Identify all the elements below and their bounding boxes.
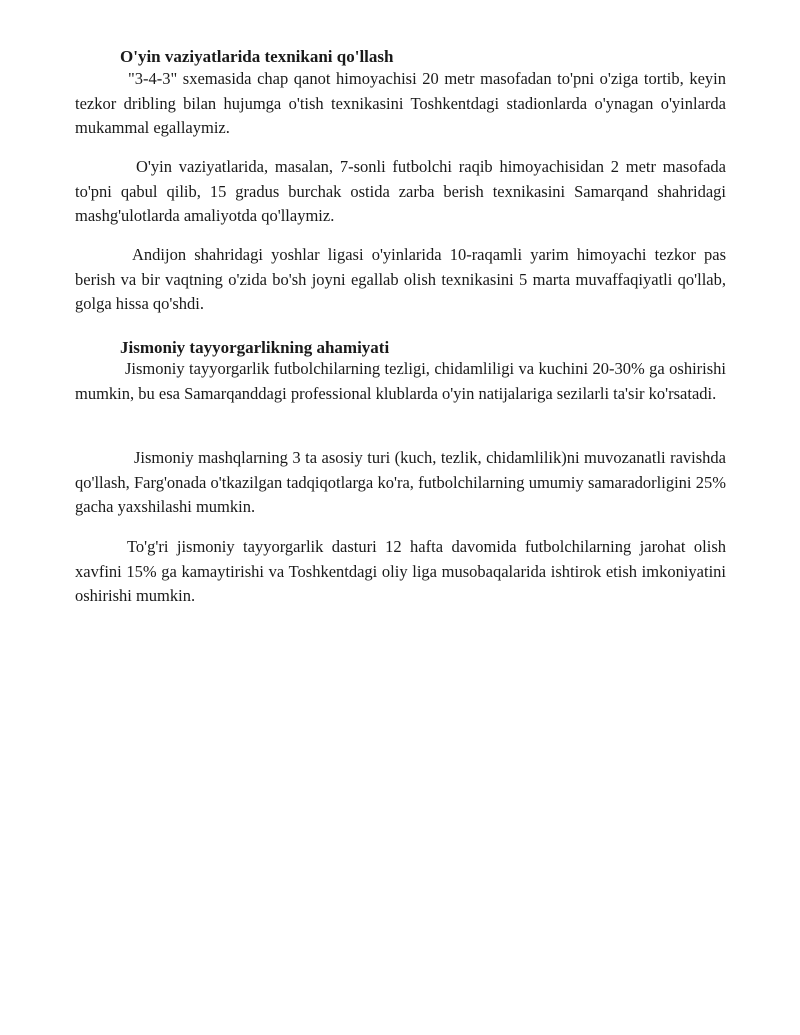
paragraph: Jismoniy mashqlarning 3 ta asosiy turi (kuch, tezlik, chidamlilik)ni muvozanatli ravishda qo'llash, Farg'onada o'tkazilgan tadqiqotlarga ko'ra, futbolchilarning umumiy samaradorligini 25% gacha yaxshilashi mumkin. — [75, 448, 726, 516]
paragraph: Jismoniy tayyorgarlik futbolchilarning tezligi, chidamliligi va kuchini 20-30% ga oshirishi mumkin, bu esa Samarqanddagi professional klublarda o'yin natijalariga sezilarli ta'sir ko'rsatadi. — [75, 359, 726, 403]
paragraph: Andijon shahridagi yoshlar ligasi o'yinlarida 10-raqamli yarim himoyachi tezkor pas berish va bir vaqtning o'zida bo'sh joyni egallab olish texnikasini 5 marta muvaffaqiyatli qo'llab, golga hissa qo'shdi. — [75, 245, 726, 313]
section-heading-technique: O'yin vaziyatlarida texnikani qo'llash — [120, 47, 394, 66]
paragraph: O'yin vaziyatlarida, masalan, 7-sonli futbolchi raqib himoyachisidan 2 metr masofada to'pni qabul qilib, 15 gradus burchak ostida zarba berish texnikasini Samarqand shahridagi mashg'ulotlarda amaliyotda qo'llaymiz. — [75, 157, 726, 225]
section-heading-physical-training: Jismoniy tayyorgarlikning ahamiyati — [120, 338, 390, 357]
paragraph: "3-4-3" sxemasida chap qanot himoyachisi 20 metr masofadan to'pni o'ziga tortib, keyin tezkor dribling bilan hujumga o'tish texnikasini Toshkentdagi stadionlarda o'ynagan o'yinlarda mukammal egallaymiz. — [75, 69, 726, 137]
paragraph: To'g'ri jismoniy tayyorgarlik dasturi 12 hafta davomida futbolchilarning jarohat olish xavfini 15% ga kamaytirishi va Toshkentdagi oliy liga musobaqalarida ishtirok etish imkoniyatini oshirishi mumkin. — [75, 537, 726, 605]
